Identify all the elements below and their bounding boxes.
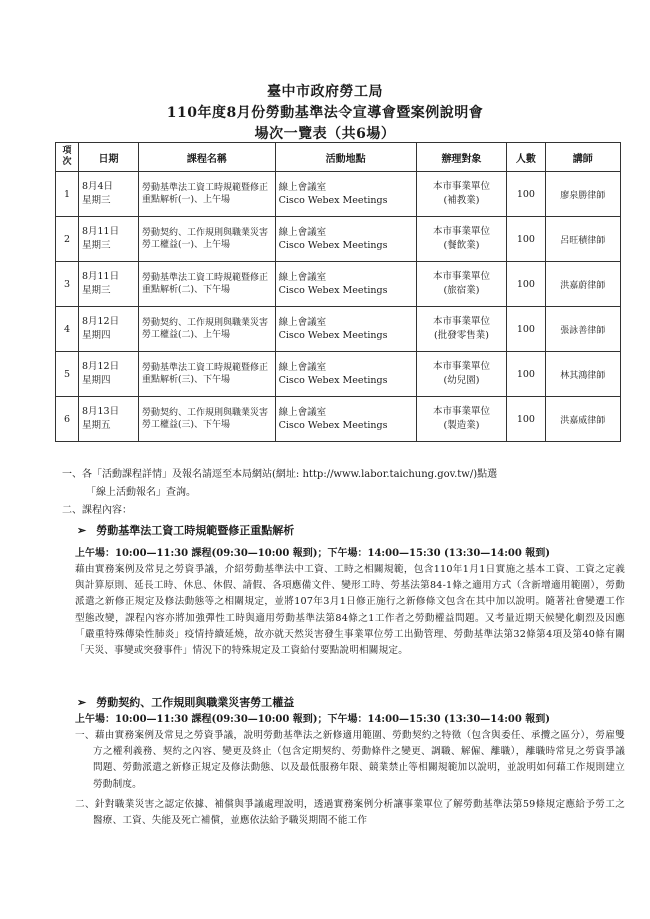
- venue-platform: Cisco Webex Meetings: [278, 240, 388, 251]
- row-date: [78, 397, 138, 442]
- row-venue: [275, 262, 416, 307]
- table-row: [56, 217, 621, 262]
- header-lecturer: 講師: [545, 143, 620, 172]
- row-venue: [275, 172, 416, 217]
- header-count: 人數: [507, 143, 545, 172]
- row-course: 勞動契約、工作規則與職業災害勞工權益(二)、上午場: [139, 307, 276, 352]
- header-date: 日期: [78, 143, 138, 172]
- row-venue: [275, 352, 416, 397]
- section-heading: [55, 522, 625, 540]
- row-date: [78, 307, 138, 352]
- row-count: 100: [507, 307, 545, 352]
- row-target: [416, 397, 507, 442]
- row-course: 勞動基準法工資工時規範暨修正重點解析(二)、下午場: [139, 262, 276, 307]
- target-org: 本市事業單位: [432, 226, 490, 237]
- table-header-row: [56, 143, 621, 172]
- table-row: [56, 397, 621, 442]
- row-no: 1: [56, 172, 79, 217]
- row-venue: [275, 217, 416, 262]
- row-target: [416, 262, 507, 307]
- row-count: 100: [507, 352, 545, 397]
- row-weekday: 星期四: [81, 330, 111, 341]
- arrow-bullet-icon: ➢: [77, 524, 87, 537]
- venue-room: 線上會議室: [278, 317, 327, 328]
- session-times: 上午場：10:00—11:30 課程(09:30—10:00 報到)；下午場：14:00—15:30 (13:30—14:00 報到): [75, 714, 551, 725]
- header-venue: 活動地點: [275, 143, 416, 172]
- row-lecturer: 林其鴻律師: [545, 352, 620, 397]
- row-course: 勞動契約、工作規則與職業災害勞工權益(三)、下午場: [139, 397, 276, 442]
- row-no: 2: [56, 217, 79, 262]
- venue-room: 線上會議室: [278, 272, 327, 283]
- target-industry: (餐飲業): [443, 240, 480, 251]
- target-industry: (批發零售業): [433, 330, 489, 341]
- target-industry: (幼兒園): [443, 375, 480, 386]
- row-course: 勞動契約、工作規則與職業災害勞工權益(一)、上午場: [139, 217, 276, 262]
- venue-platform: Cisco Webex Meetings: [278, 420, 388, 431]
- venue-platform: Cisco Webex Meetings: [278, 375, 388, 386]
- note-registration-cont: 「線上活動報名」查詢。: [86, 487, 196, 498]
- venue-platform: Cisco Webex Meetings: [278, 330, 388, 341]
- section-title: 勞動契約、工作規則與職業災害勞工權益: [96, 696, 295, 709]
- row-target: [416, 217, 507, 262]
- venue-room: 線上會議室: [278, 227, 327, 238]
- schedule-table: [55, 142, 621, 442]
- row-weekday: 星期三: [81, 195, 111, 206]
- target-org: 本市事業單位: [432, 181, 490, 192]
- note-course-content: 二、課程內容：: [62, 505, 132, 516]
- table-row: [56, 172, 621, 217]
- row-date-day: 8月4日: [81, 181, 114, 192]
- course-section-contracts: [55, 694, 625, 829]
- venue-room: 線上會議室: [278, 182, 327, 193]
- target-org: 本市事業單位: [432, 271, 490, 282]
- section-title: 勞動基準法工資工時規範暨修正重點解析: [96, 524, 295, 537]
- row-lecturer: 廖泉勝律師: [545, 172, 620, 217]
- course-section-wages: [55, 522, 625, 659]
- header-course: 課程名稱: [139, 143, 276, 172]
- venue-room: 線上會議室: [278, 362, 327, 373]
- row-date: [78, 352, 138, 397]
- header-target: 辦理對象: [416, 143, 507, 172]
- row-count: 100: [507, 262, 545, 307]
- section-heading: [55, 694, 625, 712]
- row-target: [416, 172, 507, 217]
- row-date-day: 8月12日: [81, 316, 120, 327]
- target-org: 本市事業單位: [432, 361, 490, 372]
- table-row: [56, 262, 621, 307]
- schedule-subtitle: 場次一覽表（共6場）: [254, 126, 396, 142]
- section-item: 二、針對職業災害之認定依據、補償與爭議處理說明，透過實務案例分析讓事業單位了解勞動基準法第59條規定應給予勞工之醫療、工資、失能及死亡補償，並應依法給予職災期間不能工作: [75, 798, 625, 827]
- venue-platform: Cisco Webex Meetings: [278, 195, 388, 206]
- row-venue: [275, 397, 416, 442]
- row-no: 5: [56, 352, 79, 397]
- section-item: 一、藉由實務案例及常見之勞資爭議，說明勞動基準法之新修適用範圍、勞動契約之特徵（包含與委任、承攬之區分），勞雇雙方之權利義務、契約之內容、變更及終止（包含定期契約、勞動條件之變更、調職、解僱、離職），離職時常見之勞資爭議問題、勞動派遣之新修正規定及修法動態、以及最低服務年限、競業禁止等相關規範加以說明，並說明如何藉工作規則建立勞動制度。: [75, 730, 625, 790]
- row-course: 勞動基準法工資工時規範暨修正重點解析(三)、下午場: [139, 352, 276, 397]
- row-count: 100: [507, 172, 545, 217]
- registration-notes: [62, 466, 622, 520]
- target-industry: (製造業): [443, 420, 480, 431]
- venue-platform: Cisco Webex Meetings: [278, 285, 388, 296]
- row-target: [416, 307, 507, 352]
- row-no: 3: [56, 262, 79, 307]
- row-venue: [275, 307, 416, 352]
- row-weekday: 星期五: [81, 420, 111, 431]
- row-no: 4: [56, 307, 79, 352]
- target-industry: (補教業): [443, 195, 480, 206]
- venue-room: 線上會議室: [278, 407, 327, 418]
- event-title: 110年度8月份勞動基準法令宣導會暨案例說明會: [166, 105, 484, 121]
- row-lecturer: 呂旺積律師: [545, 217, 620, 262]
- note-registration: 一、各「活動課程詳情」及報名請逕至本局網站(網址: http://www.labor.taichung.gov.tw/)點選: [62, 469, 498, 480]
- session-times: 上午場：10:00—11:30 課程(09:30—10:00 報到)；下午場：14:00—15:30 (13:30—14:00 報到): [75, 548, 551, 559]
- table-row: [56, 307, 621, 352]
- row-date-day: 8月12日: [81, 361, 120, 372]
- header-no: 項次: [56, 143, 79, 172]
- row-weekday: 星期三: [81, 240, 111, 251]
- arrow-bullet-icon: ➢: [77, 696, 87, 709]
- row-date-day: 8月11日: [81, 226, 120, 237]
- row-lecturer: 張詠善律師: [545, 307, 620, 352]
- row-target: [416, 352, 507, 397]
- row-no: 6: [56, 397, 79, 442]
- row-course: 勞動基準法工資工時規範暨修正重點解析(一)、上午場: [139, 172, 276, 217]
- row-date: [78, 262, 138, 307]
- row-lecturer: 洪嘉蔚律師: [545, 262, 620, 307]
- row-date: [78, 172, 138, 217]
- target-industry: (旅宿業): [443, 285, 480, 296]
- row-date-day: 8月11日: [81, 271, 120, 282]
- row-weekday: 星期四: [81, 375, 111, 386]
- row-lecturer: 洪嘉威律師: [545, 397, 620, 442]
- target-org: 本市事業單位: [432, 316, 490, 327]
- row-count: 100: [507, 397, 545, 442]
- table-row: [56, 352, 621, 397]
- row-date: [78, 217, 138, 262]
- target-org: 本市事業單位: [432, 406, 490, 417]
- row-date-day: 8月13日: [81, 406, 120, 417]
- org-title: 臺中市政府勞工局: [267, 84, 383, 100]
- row-count: 100: [507, 217, 545, 262]
- section-description: 藉由實務案例及常見之勞資爭議，介紹勞動基準法中工資、工時之相關規範，包含110年1月1日實施之基本工資、工資之定義與計算原則、延長工時、休息、休假、請假、各項應備文件、變形工時、勞基法第84-1條之適用方式（含新增適用範圍），勞動派遣之新修正規定及修法動態等之相關規定，並將107年3月1日修正施行之新修條文包含在其中加以說明。隨著社會變遷工作型態改變，課程內容亦將加強彈性工時與適用勞動基準法第84條之1工作者之勞動權益問題。又考量近期天候變化劇烈及因應「嚴重特殊傳染性肺炎」疫情持續延燒，故亦就天然災害發生事業單位勞工出勤管理、勞動基準法第32條第4項及第40條有關「天災、事變或突發事件」情況下的特殊規定及工資給付要點說明相關規定。: [75, 564, 625, 657]
- document-title-block: [0, 82, 650, 145]
- row-weekday: 星期三: [81, 285, 111, 296]
